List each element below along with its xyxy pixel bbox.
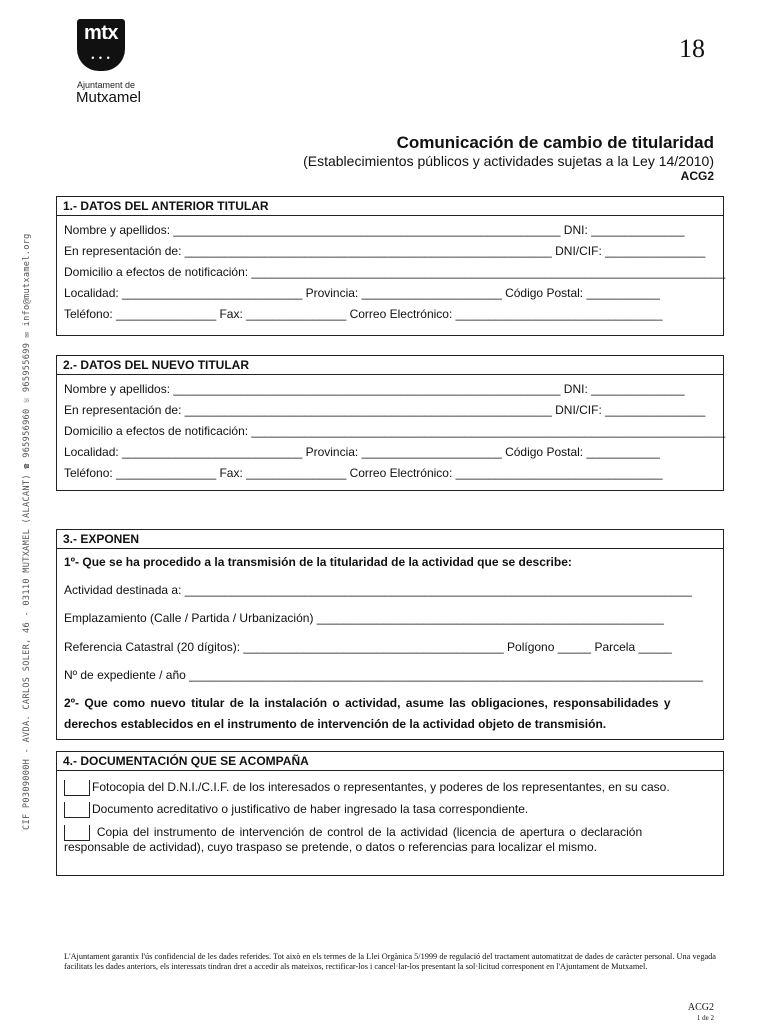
exponen-point2-line2: derechos establecidos en el instrumento de intervención de la actividad objeto de transmisión. <box>64 717 607 731</box>
section-new-holder <box>56 355 724 491</box>
doc-item-continuation: responsable de actividad), cuyo traspaso se pretende, o datos o referencias para localizar el mismo. <box>64 840 597 854</box>
org-name-line1: Ajuntament de <box>77 80 136 90</box>
form-line[interactable]: Domicilio a efectos de notificación: _______________________________________________________________________ <box>64 424 726 438</box>
doc-item-label: Documento acreditativo o justificativo de haber ingresado la tasa correspondiente. <box>92 802 529 817</box>
form-line[interactable]: Nombre y apellidos: __________________________________________________________ DNI: ______________ <box>64 223 685 237</box>
form-line[interactable]: Teléfono: _______________ Fax: _______________ Correo Electrónico: _______________________________ <box>64 307 663 321</box>
section-heading: 3.- EXPONEN <box>57 530 723 549</box>
form-line[interactable]: En representación de: _______________________________________________________ DNI/CIF: _______________ <box>64 244 706 258</box>
doc-checkbox[interactable] <box>64 825 90 841</box>
form-line[interactable]: Domicilio a efectos de notificación: _______________________________________________________________________ <box>64 265 726 279</box>
logo-text: mtx <box>83 22 119 44</box>
doc-checkbox[interactable] <box>64 802 90 818</box>
doc-item <box>64 780 670 796</box>
section-previous-holder <box>56 196 724 336</box>
section-documentation <box>56 751 724 876</box>
doc-item <box>64 825 642 841</box>
footer-form-code: ACG2 <box>687 1002 714 1013</box>
doc-item-label: Copia del instrumento de intervención de control de la actividad (licencia de apertura o declaración <box>92 825 643 840</box>
legal-notice: L'Ajuntament garantix l'ús confidencial de les dades referides. Tot això en els termes de la Llei Orgànica 5/1999 de regulació del tractament automatitzat de dades de caràcter personal. Una vegada facilitats les dades anteriors, els interessats tindran dret a accedir als mateixos, rectificar-los i cancel·lar-los presentant la sol·licitud corresponent en l'Ajuntament de Mutxamel. <box>64 952 716 971</box>
org-name-line2: Mutxamel <box>76 89 142 106</box>
form-line[interactable]: Localidad: ___________________________ Provincia: _____________________ Código Postal: ___________ <box>64 286 660 300</box>
exponen-point2-line1: 2º- Que como nuevo titular de la instalación o actividad, asume las obligaciones, responsabilidades y <box>64 696 671 710</box>
exponen-point1: 1º- Que se ha procedido a la transmisión de la titularidad de la actividad que se describe: <box>64 555 572 569</box>
doc-checkbox[interactable] <box>64 780 90 796</box>
form-code: ACG2 <box>680 169 714 183</box>
logo-dots: • • • <box>91 53 111 63</box>
form-line[interactable]: Nombre y apellidos: __________________________________________________________ DNI: ______________ <box>64 382 685 396</box>
form-line[interactable]: Emplazamiento (Calle / Partida / Urbanización) ____________________________________________________ <box>64 611 664 625</box>
sidebar-contact-text: CIF P0309000H - AVDA. CARLOS SOLER, 46 - 03110 MUTXAMEL (ALACANT) ☎ 965956960 ☏ 965955699 ✉ info@mutxamel.org <box>22 233 32 830</box>
form-line[interactable]: Referencia Catastral (20 dígitos): _______________________________________ Polígono _____ Parcela _____ <box>64 640 672 654</box>
section-heading: 1.- DATOS DEL ANTERIOR TITULAR <box>57 197 723 216</box>
form-line[interactable]: Localidad: ___________________________ Provincia: _____________________ Código Postal: ___________ <box>64 445 660 459</box>
doc-item <box>64 802 528 818</box>
form-line[interactable]: Actividad destinada a: ____________________________________________________________________________ <box>64 583 692 597</box>
form-line[interactable]: Teléfono: _______________ Fax: _______________ Correo Electrónico: _______________________________ <box>64 466 663 480</box>
form-line[interactable]: En representación de: _______________________________________________________ DNI/CIF: _______________ <box>64 403 706 417</box>
doc-item-label: Fotocopia del D.N.I./C.I.F. de los interesados o representantes, y poderes de los representantes, en su caso. <box>92 780 670 795</box>
document-title: Comunicación de cambio de titularidad <box>396 133 714 152</box>
form-line[interactable]: Nº de expediente / año _____________________________________________________________________________ <box>64 668 704 682</box>
section-heading: 2.- DATOS DEL NUEVO TITULAR <box>57 356 723 375</box>
section-exponen <box>56 529 724 740</box>
document-subtitle: (Establecimientos públicos y actividades sujetas a la Ley 14/2010) <box>303 153 714 169</box>
section-heading: 4.- DOCUMENTACIÓN QUE SE ACOMPAÑA <box>57 752 723 771</box>
footer-page-count: 1 de 2 <box>696 1014 714 1022</box>
page-number: 18 <box>679 34 705 63</box>
